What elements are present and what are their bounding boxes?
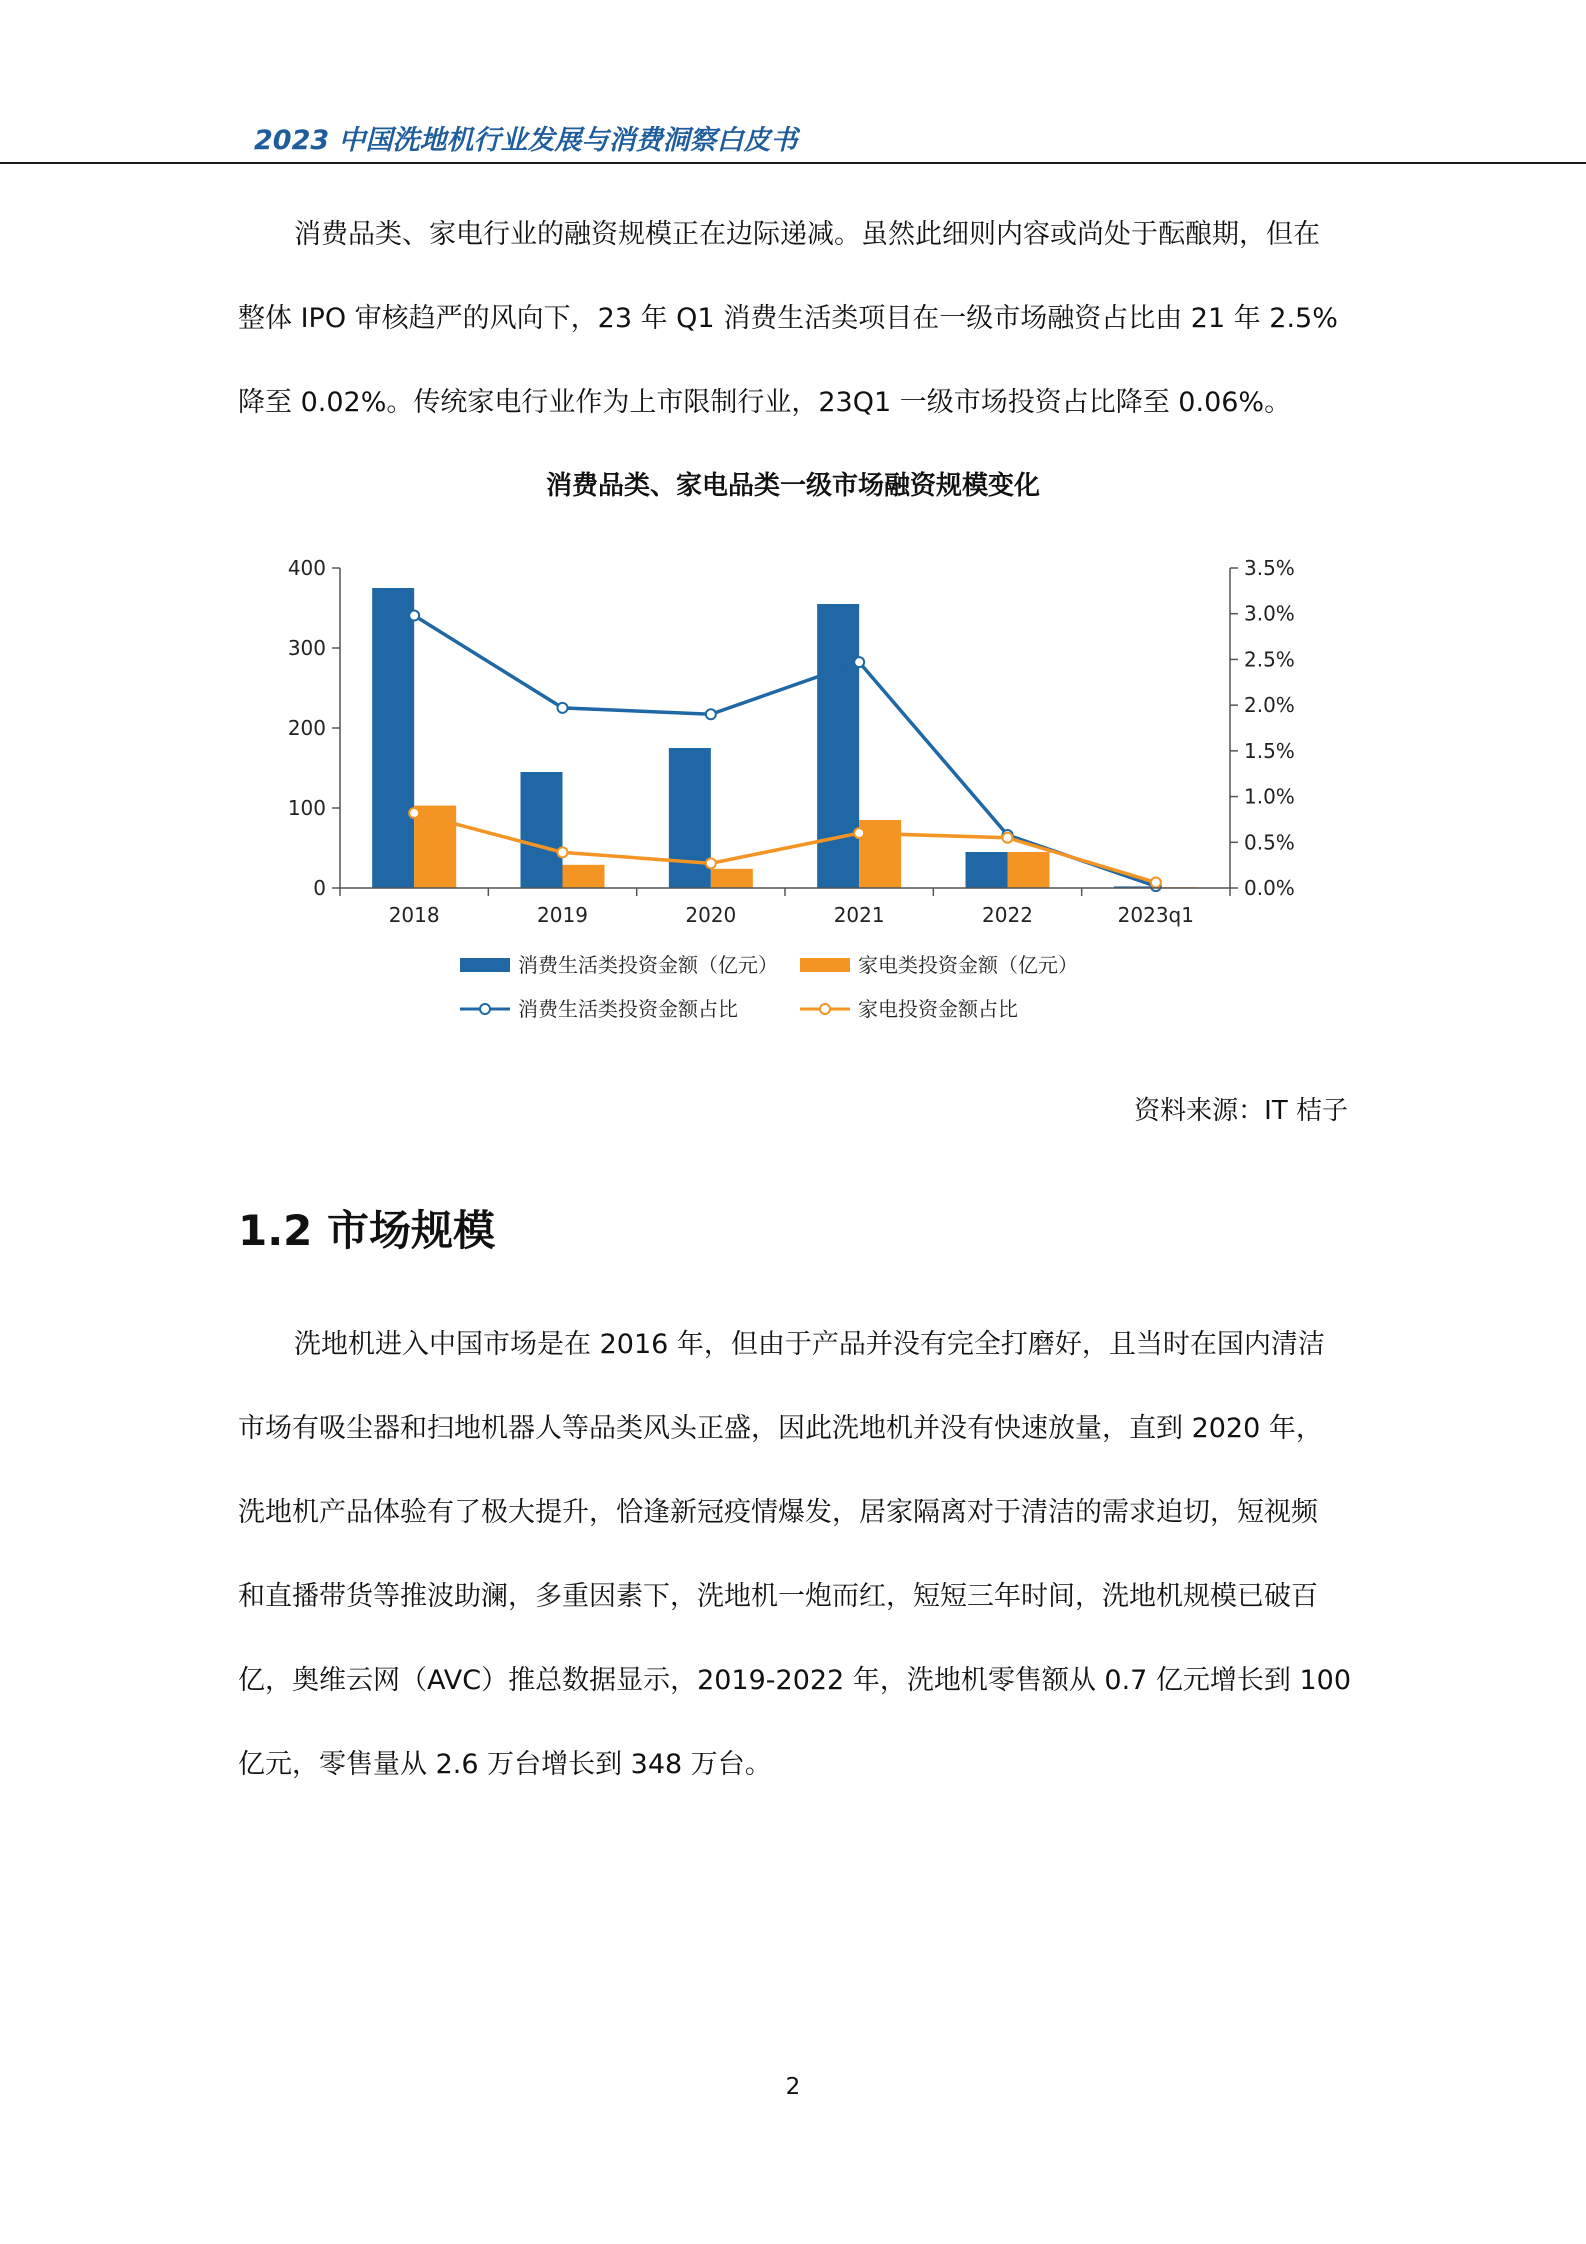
bar-consumer-2018 [372, 588, 414, 888]
paragraph-market-size [238, 1303, 1352, 1807]
y-left-tick-label: 100 [287, 796, 326, 820]
y-right-tick-label: 1.5% [1244, 738, 1295, 763]
legend-label: 家电类投资金额（亿元） [858, 953, 1078, 977]
point-appliance-share-2020 [706, 858, 716, 868]
point-consumer-share-2020 [706, 709, 716, 719]
paragraph-line: 整体 IPO 审核趋严的风向下，23 年 Q1 消费生活类项目在一级市场融资占比由 21 年 2.5% [238, 303, 1338, 334]
x-tick-label: 2023q1 [1117, 903, 1194, 927]
paragraph-line: 洗地机进入中国市场是在 2016 年，但由于产品并没有完全打磨好，且当时在国内清洁 [294, 1329, 1325, 1360]
y-right-tick-label: 0.5% [1244, 830, 1295, 855]
bar-appliance-2020 [711, 869, 753, 888]
legend-swatch [460, 958, 510, 972]
y-right-tick-label: 1.0% [1244, 784, 1295, 809]
y-right-tick-label: 3.5% [1244, 556, 1295, 580]
bar-consumer-2022 [966, 852, 1008, 888]
point-appliance-share-2019 [558, 847, 568, 857]
x-tick-label: 2020 [685, 903, 737, 927]
y-left-tick-label: 200 [287, 716, 326, 740]
y-left-tick-label: 300 [287, 636, 326, 660]
paragraph-line: 洗地机产品体验有了极大提升，恰逢新冠疫情爆发，居家隔离对于清洁的需求迫切，短视频 [238, 1497, 1318, 1528]
legend-swatch [800, 958, 850, 972]
header-divider [0, 162, 1586, 164]
x-tick-label: 2021 [833, 903, 885, 927]
legend-marker [480, 1004, 490, 1014]
y-left-tick-label: 400 [287, 556, 326, 580]
point-consumer-share-2018 [409, 611, 419, 621]
point-appliance-share-2021 [854, 828, 864, 838]
bar-consumer-2021 [817, 604, 859, 888]
bar-consumer-2019 [521, 772, 563, 888]
y-left-tick-label: 0 [313, 876, 326, 900]
y-right-tick-label: 2.5% [1244, 647, 1295, 672]
x-tick-label: 2022 [982, 903, 1033, 927]
x-tick-label: 2018 [388, 903, 440, 927]
bar-appliance-2019 [563, 865, 605, 888]
bar-appliance-2022 [1008, 852, 1050, 888]
chart-title: 消费品类、家电品类一级市场融资规模变化 [545, 471, 1040, 501]
x-tick-label: 2019 [537, 903, 588, 927]
y-right-tick-label: 0.0% [1244, 876, 1295, 900]
legend-marker [820, 1004, 830, 1014]
paragraph-line: 降至 0.02%。传统家电行业作为上市限制行业，23Q1 一级市场投资占比降至 0.06%。 [238, 387, 1292, 418]
bar-consumer-2020 [669, 748, 711, 888]
paragraph-financing-trend [238, 193, 1348, 445]
point-appliance-share-2018 [409, 808, 419, 818]
bar-appliance-2021 [859, 820, 901, 888]
point-consumer-share-2021 [854, 657, 864, 667]
y-right-tick-label: 3.0% [1244, 601, 1295, 626]
legend-label: 家电投资金额占比 [858, 997, 1018, 1021]
paragraph-line: 消费品类、家电行业的融资规模正在边际递减。虽然此细则内容或尚处于酝酿期，但在 [294, 219, 1320, 250]
legend-label: 消费生活类投资金额（亿元） [518, 953, 778, 977]
financing-chart [270, 540, 1295, 1040]
section-heading: 1.2 市场规模 [238, 1206, 496, 1255]
paragraph-line: 亿，奥维云网（AVC）推总数据显示，2019-2022 年，洗地机零售额从 0.7 亿元增长到 100 [238, 1665, 1352, 1696]
point-appliance-share-2023q1 [1151, 878, 1161, 888]
document-header-title: 2023 中国洗地机行业发展与消费洞察白皮书 [254, 125, 798, 156]
point-consumer-share-2019 [558, 703, 568, 713]
page-number: 2 [785, 2074, 801, 2100]
y-right-tick-label: 2.0% [1244, 693, 1295, 718]
point-appliance-share-2022 [1003, 833, 1013, 843]
legend-label: 消费生活类投资金额占比 [518, 997, 738, 1021]
paragraph-line: 市场有吸尘器和扫地机器人等品类风头正盛，因此洗地机并没有快速放量，直到 2020 年， [238, 1413, 1323, 1444]
source-note: 资料来源：IT 桔子 [1134, 1096, 1348, 1126]
paragraph-line: 亿元，零售量从 2.6 万台增长到 348 万台。 [238, 1749, 772, 1780]
paragraph-line: 和直播带货等推波助澜，多重因素下，洗地机一炮而红，短短三年时间，洗地机规模已破百 [238, 1581, 1318, 1612]
